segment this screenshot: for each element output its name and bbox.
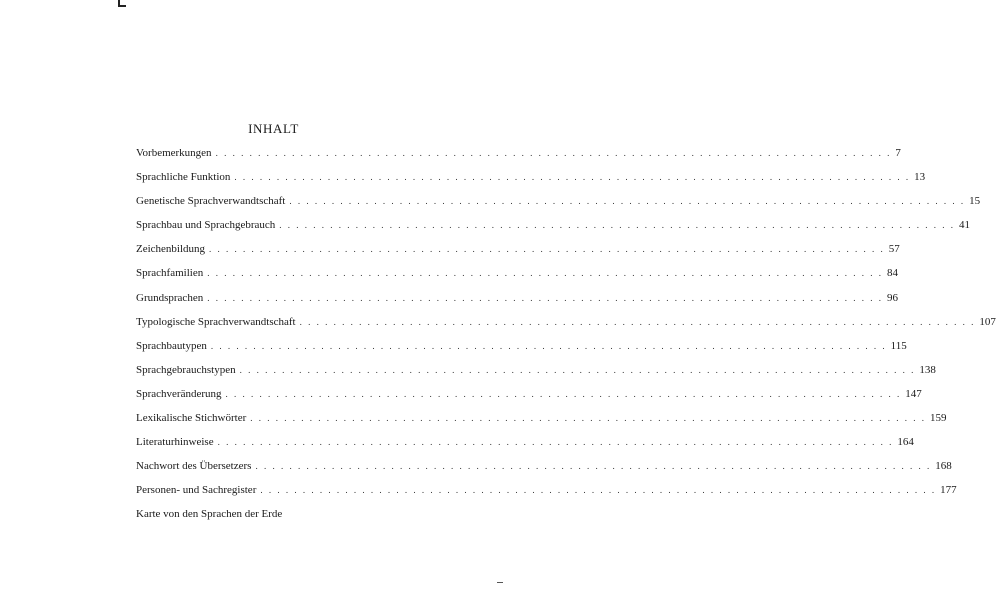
toc-entry-page: 13 [914, 171, 926, 184]
page-title: INHALT [248, 121, 299, 136]
toc-entry [136, 218, 971, 242]
toc-entry-page: 7 [895, 147, 901, 159]
toc-entry [136, 363, 936, 387]
crop-mark [118, 0, 128, 8]
toc-entry-title: Literaturhinweise [136, 436, 214, 449]
toc-entry-title: Sprachbautypen [136, 339, 207, 352]
toc-entry [136, 387, 922, 411]
toc-entry [136, 339, 907, 363]
toc-entry-page: 15 [969, 195, 981, 208]
dot-leader: . . . . . . . . . . . . . . . . . . . . . . . . . . . . . . . . . . . . . . . . . . . . . . . . . . . . . . . . . . . . . . . . . . . . . . . . . . . . . . . . [215, 148, 892, 158]
toc-entry [136, 170, 926, 194]
toc-entry-page: 57 [888, 243, 900, 256]
dot-leader: . . . . . . . . . . . . . . . . . . . . . . . . . . . . . . . . . . . . . . . . . . . . . . . . . . . . . . . . . . . . . . . . . . . . . . . . . . . . . . . . [289, 196, 966, 207]
toc-entry-title: Nachwort des Übersetzers [136, 460, 252, 473]
toc-entry-page: 147 [905, 387, 922, 400]
toc-entry-title: Sprachbau und Sprachgebrauch [136, 219, 276, 232]
toc-entry-page: 138 [919, 363, 936, 376]
toc-entry [136, 242, 900, 266]
toc-entry-page: 159 [930, 412, 947, 425]
dot-leader: . . . . . . . . . . . . . . . . . . . . . . . . . . . . . . . . . . . . . . . . . . . . . . . . . . . . . . . . . . . . . . . . . . . . . . . . . . . . . . . . [209, 244, 885, 255]
toc-entry-title: Vorbemerkungen [136, 147, 212, 159]
toc-entry-page: 84 [886, 267, 898, 280]
dot-leader: . . . . . . . . . . . . . . . . . . . . . . . . . . . . . . . . . . . . . . . . . . . . . . . . . . . . . . . . . . . . . . . . . . . . . . . . . . . . . . . . [217, 437, 894, 448]
dot-leader: . . . . . . . . . . . . . . . . . . . . . . . . . . . . . . . . . . . . . . . . . . . . . . . . . . . . . . . . . . . . . . . . . . . . . . . . . . . . . . . . [225, 388, 902, 399]
toc-entry-title: Sprachfamilien [136, 267, 204, 280]
toc-entry-page: 115 [890, 339, 907, 352]
toc-entry-page: 96 [886, 291, 898, 304]
toc-entry [136, 315, 996, 339]
dot-leader: . . . . . . . . . . . . . . . . . . . . . . . . . . . . . . . . . . . . . . . . . . . . . . . . . . . . . . . . . . . . . . . . . . . . . . . . . . . . . . . . [299, 316, 976, 327]
toc-entry-title: Genetische Sprachverwandtschaft [136, 195, 286, 208]
toc-entry [136, 483, 957, 507]
dot-leader: . . . . . . . . . . . . . . . . . . . . . . . . . . . . . . . . . . . . . . . . . . . . . . . . . . . . . . . . . . . . . . . . . . . . . . . . . . . . . . . . [210, 340, 887, 351]
table-of-contents [136, 146, 996, 532]
toc-entry-page: 41 [959, 219, 971, 232]
toc-entry [136, 146, 901, 170]
toc-entry [136, 266, 898, 290]
toc-entry-title: Sprachliche Funktion [136, 171, 231, 184]
toc-entry-title: Karte von den Sprachen der Erde [136, 508, 283, 521]
toc-entry-title: Sprachveränderung [136, 387, 222, 400]
dot-leader: . . . . . . . . . . . . . . . . . . . . . . . . . . . . . . . . . . . . . . . . . . . . . . . . . . . . . . . . . . . . . . . . . . . . . . . . . . . . . . . . [234, 172, 911, 183]
dot-leader: . . . . . . . . . . . . . . . . . . . . . . . . . . . . . . . . . . . . . . . . . . . . . . . . . . . . . . . . . . . . . . . . . . . . . . . . . . . . . . . . [260, 485, 937, 496]
dot-leader: . . . . . . . . . . . . . . . . . . . . . . . . . . . . . . . . . . . . . . . . . . . . . . . . . . . . . . . . . . . . . . . . . . . . . . . . . . . . . . . . [279, 220, 956, 231]
dot-leader: . . . . . . . . . . . . . . . . . . . . . . . . . . . . . . . . . . . . . . . . . . . . . . . . . . . . . . . . . . . . . . . . . . . . . . . . . . . . . . . . [255, 461, 932, 472]
toc-entry-title: Sprachgebrauchstypen [136, 363, 236, 376]
toc-entry-title: Zeichenbildung [136, 243, 206, 256]
toc-entry-title: Lexikalische Stichwörter [136, 412, 247, 425]
toc-entry [136, 507, 418, 531]
dot-leader: . . . . . . . . . . . . . . . . . . . . . . . . . . . . . . . . . . . . . . . . . . . . . . . . . . . . . . . . . . . . . . . . . . . . . . . . . . . . . . . . [239, 364, 916, 375]
toc-entry-title: Grundsprachen [136, 291, 204, 304]
toc-entry [136, 459, 952, 483]
toc-entry-title: Typologische Sprachverwandtschaft [136, 315, 296, 328]
toc-entry [136, 435, 914, 459]
toc-entry [136, 411, 947, 435]
toc-entry-page: 177 [940, 484, 957, 497]
toc-entry [136, 291, 898, 315]
dot-leader: . . . . . . . . . . . . . . . . . . . . . . . . . . . . . . . . . . . . . . . . . . . . . . . . . . . . . . . . . . . . . . . . . . . . . . . . . . . . . . . . [207, 292, 883, 303]
toc-entry-page: 107 [979, 315, 996, 328]
toc-entry-title: Personen- und Sachregister [136, 484, 257, 497]
dot-leader: . . . . . . . . . . . . . . . . . . . . . . . . . . . . . . . . . . . . . . . . . . . . . . . . . . . . . . . . . . . . . . . . . . . . . . . . . . . . . . . . [250, 413, 927, 424]
toc-entry-page: 168 [935, 460, 952, 473]
page-mark [497, 582, 503, 583]
dot-leader: . . . . . . . . . . . . . . . . . . . . . . . . . . . . . . . . . . . . . . . . . . . . . . . . . . . . . . . . . . . . . . . . . . . . . . . . . . . . . . . . [207, 268, 883, 279]
toc-entry [136, 194, 981, 218]
toc-entry-page: 164 [897, 436, 914, 449]
